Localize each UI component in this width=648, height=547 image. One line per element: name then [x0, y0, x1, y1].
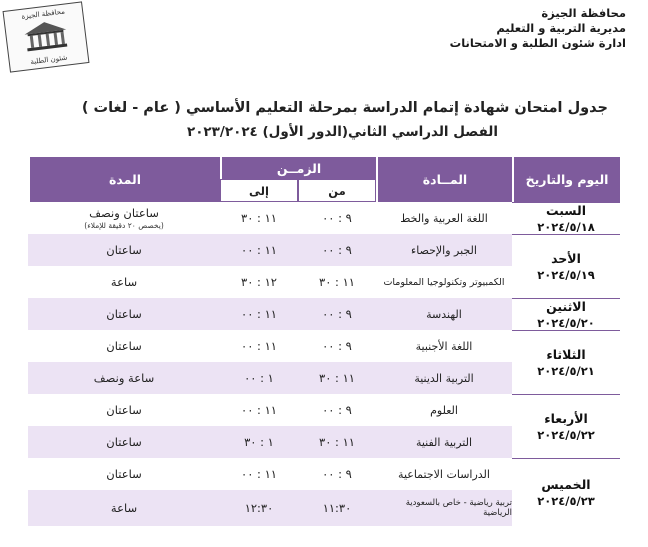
day-name: الخميس [541, 477, 591, 492]
from-cell: ١١ : ٣٠ [319, 371, 355, 385]
to-cell: ١ : ٣٠ [244, 435, 274, 449]
table-row [28, 458, 512, 490]
subject-cell: الدراسات الاجتماعية [398, 467, 490, 481]
duration-cell: ساعتان [106, 435, 142, 449]
day-cell [512, 202, 620, 234]
header-time: الزمــن [220, 157, 376, 179]
to-cell: ١١ : ٠٠ [241, 339, 277, 353]
to-cell: ١٢ : ٣٠ [241, 275, 277, 289]
day-cell [512, 330, 620, 394]
day-name: الاثنين [546, 299, 586, 314]
stamp-top-text: محافظة الجيزة [21, 7, 66, 21]
table-row [28, 298, 512, 330]
governorate-text: محافظة الجيزة [541, 6, 626, 20]
subject-cell: الهندسة [426, 307, 462, 321]
subject-cell: الكمبيوتر وتكنولوجيا المعلومات [383, 276, 505, 288]
duration-cell: ساعتان [106, 467, 142, 481]
header-to: إلى [220, 179, 298, 202]
department-text: ادارة شئون الطلبة و الامتحانات [449, 36, 626, 50]
directorate-text: مديرية التربية و التعليم [496, 21, 626, 35]
from-cell: ٩ : ٠٠ [322, 403, 352, 417]
header-duration: المدة [28, 157, 220, 202]
table-row [28, 202, 512, 234]
duration-note: (يخصص ٢٠ دقيقة للإملاء) [84, 221, 164, 230]
table-row [28, 490, 512, 526]
duration-cell [28, 202, 220, 234]
subject-cell: الجبر والإحصاء [411, 243, 477, 257]
page-subtitle: الفصل الدراسي الثاني(الدور الأول) ٢٠٢٣/٢٠٢٤ [186, 124, 498, 140]
day-cell [512, 234, 620, 298]
from-cell: ٩ : ٠٠ [322, 307, 352, 321]
table-row [28, 394, 512, 426]
day-date: ٢٠٢٤/٥/١٩ [537, 268, 595, 282]
from-cell: ٩ : ٠٠ [322, 243, 352, 257]
from-cell: ١١ : ٣٠ [319, 275, 355, 289]
day-name: الثلاثاء [546, 347, 586, 362]
header-from: من [298, 179, 376, 202]
duration-value: ساعتان ونصف [89, 206, 159, 220]
to-cell: ١١ : ٠٠ [241, 403, 277, 417]
to-cell: ١١ : ٣٠ [241, 211, 277, 225]
subject-cell: التربية الفنية [415, 435, 473, 449]
header-day-date: اليوم والتاريخ [512, 157, 620, 202]
day-date: ٢٠٢٤/٥/١٨ [537, 220, 595, 234]
stamp-logo [3, 1, 90, 72]
duration-cell: ساعتان [106, 339, 142, 353]
header-subject: المــادة [376, 157, 512, 202]
duration-cell: ساعتان [106, 307, 142, 321]
to-cell: ١١ : ٠٠ [241, 307, 277, 321]
from-cell: ٩ : ٠٠ [322, 467, 352, 481]
duration-cell: ساعة ونصف [93, 371, 155, 385]
table-row [28, 362, 512, 394]
day-date: ٢٠٢٤/٥/٢٣ [537, 494, 595, 508]
day-date: ٢٠٢٤/٥/٢١ [537, 364, 595, 378]
to-cell: ١٢:٣٠ [244, 501, 274, 515]
day-name: السبت [545, 203, 587, 218]
issuer-header [450, 6, 626, 51]
from-cell: ١١:٣٠ [322, 501, 352, 515]
from-cell: ٩ : ٠٠ [322, 211, 352, 225]
exam-schedule-table [28, 157, 620, 541]
duration-cell: ساعتان [106, 243, 142, 257]
stamp-bottom-text: شئون الطلبة [29, 53, 68, 67]
to-cell: ١ : ٠٠ [244, 371, 274, 385]
day-date: ٢٠٢٤/٥/٢٠ [537, 316, 595, 330]
building-icon [19, 17, 72, 53]
day-cell [512, 298, 620, 330]
duration-cell: ساعة [110, 501, 138, 515]
from-cell: ١١ : ٣٠ [319, 435, 355, 449]
subject-cell: التربية الدينية [414, 371, 474, 385]
subject-cell: تربية رياضية - خاص بالسعودية الرياضية [405, 498, 512, 518]
subject-cell: اللغة العربية والخط [400, 211, 488, 225]
day-name: الأربعاء [544, 411, 588, 426]
table-row [28, 234, 512, 266]
to-cell: ١١ : ٠٠ [241, 243, 277, 257]
duration-cell: ساعة [110, 275, 138, 289]
page-title: جدول امتحان شهادة إتمام الدراسة بمرحلة التعليم الأساسي ( عام - لغات ) [81, 100, 608, 116]
day-cell [512, 394, 620, 458]
subject-cell: العلوم [430, 403, 458, 417]
table-row [28, 266, 512, 298]
to-cell: ١١ : ٠٠ [241, 467, 277, 481]
subject-cell: اللغة الأجنبية [415, 339, 473, 353]
from-cell: ٩ : ٠٠ [322, 339, 352, 353]
day-cell [512, 458, 620, 526]
duration-cell: ساعتان [106, 403, 142, 417]
day-date: ٢٠٢٤/٥/٢٢ [537, 428, 595, 442]
table-row [28, 426, 512, 458]
day-name: الأحد [551, 251, 581, 266]
table-row [28, 330, 512, 362]
